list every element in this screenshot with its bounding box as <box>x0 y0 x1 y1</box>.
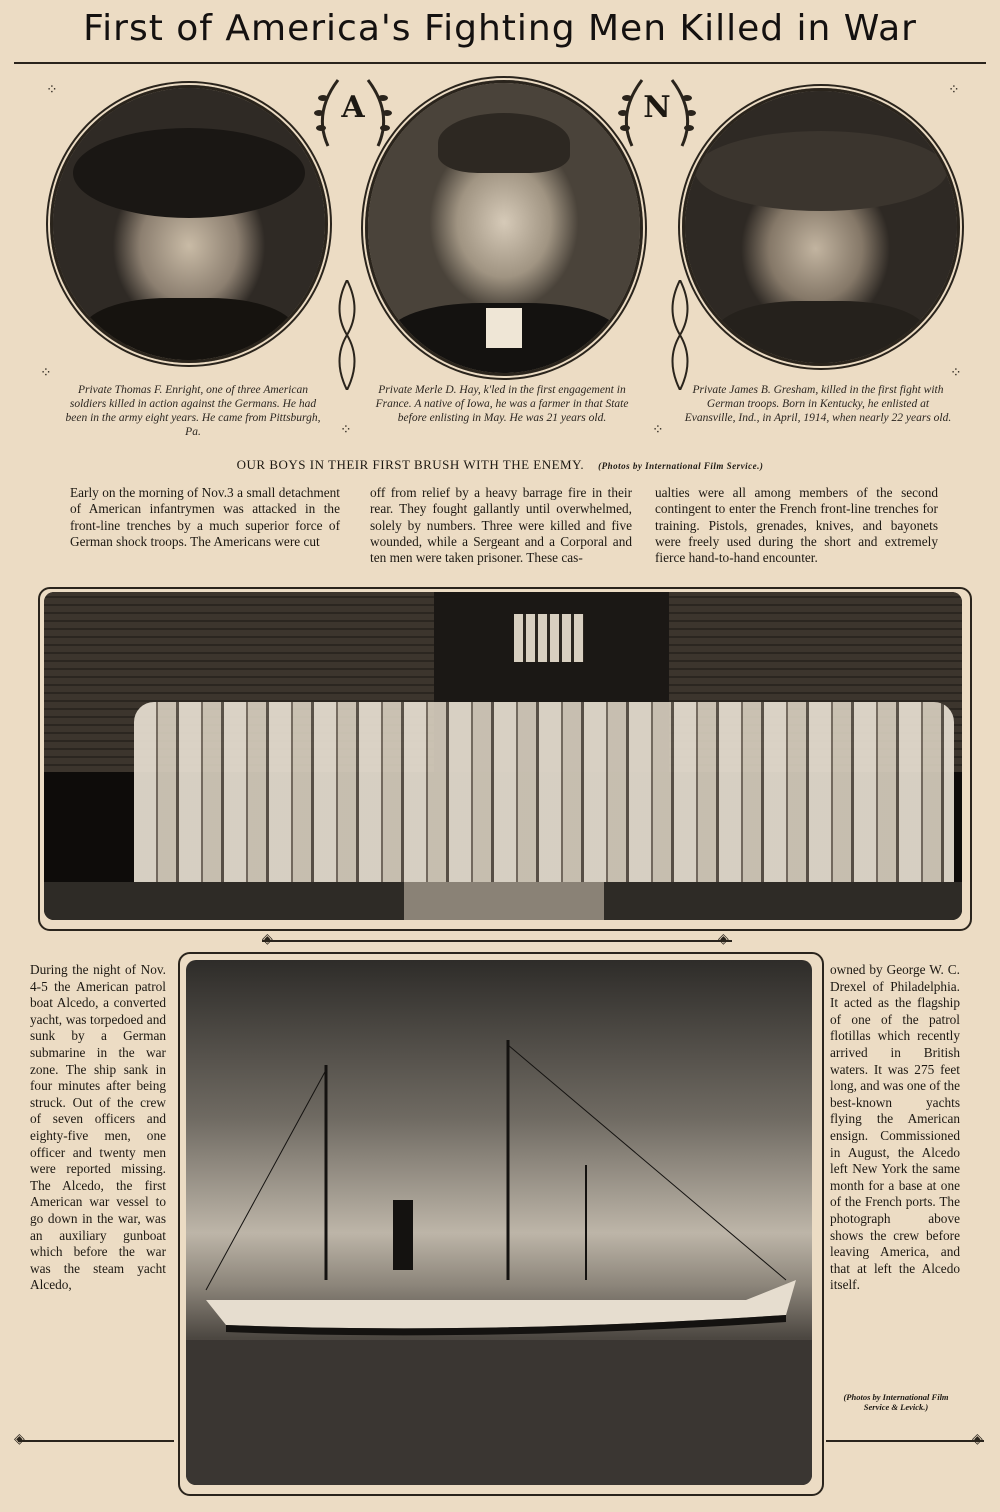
diamond-ornament: ⁘ <box>948 83 960 98</box>
ship-silhouette <box>186 960 812 1485</box>
caption-gresham: Private James B. Gresham, killed in the first fight with German troops. Born in Kentucky, he enlisted at Evansville, Ind., in April, 1914, when nearly 22 years old. <box>684 384 952 424</box>
diamond-ornament: ◈ <box>14 1432 25 1447</box>
wreath-left <box>308 68 398 158</box>
hat-shape <box>73 128 305 218</box>
ribbon-ornament <box>332 280 362 390</box>
collar-shape <box>486 308 522 348</box>
caption-hay: Private Merle D. Hay, k'led in the first engagement in France. A native of Iowa, he was a farmer in that State before enlisting in May. He was 21 years old. <box>375 384 629 424</box>
ship-photo <box>186 960 812 1485</box>
ship-photo-credit: (Photos by International Film Service & Levick.) <box>843 1392 949 1412</box>
path <box>404 882 604 920</box>
portrait-hay <box>365 80 643 376</box>
crew-photo <box>44 592 962 920</box>
diamond-ornament: ⁘ <box>340 423 352 438</box>
photo-credit: (Photos by International Film Service.) <box>598 461 764 471</box>
section-subhead <box>0 457 1000 473</box>
hair-shape <box>438 113 570 173</box>
article2-right-column: owned by George W. C. Drexel of Philadelphia. It acted as the flagship of one of the patrol flotillas which recently arrived in British waters. It was 275 feet long, and was one of the best-known yachts flying the American ensign. Commissioned in August, the Alcedo left New York the same month for a base at one of the French ports. The photograph above shows the crew before leaving America, and that at left the Alcedo itself. <box>830 962 960 1293</box>
article-column-1: Early on the morning of Nov.3 a small detachment of American infantrymen was attacked in the front-line trenches by a much superior force of German shock troops. The Americans were cut <box>70 485 340 549</box>
diamond-ornament: ⁘ <box>652 423 664 438</box>
wreath-right <box>612 68 702 158</box>
diamond-ornament: ⁘ <box>46 83 58 98</box>
article-column-2: off from relief by a heavy barrage fire in their rear. They fought gallantly until overwhelmed, solely by numbers. Three were killed and five wounded, while a Sergeant and a Corporal and ten men were taken prisoner. These cas- <box>370 485 632 566</box>
portrait-enright <box>50 85 328 363</box>
diamond-ornament: ◈ <box>718 932 729 947</box>
shoulders-shape <box>715 301 927 366</box>
diamond-ornament: ◈ <box>972 1432 983 1447</box>
monogram-a: A <box>341 90 365 125</box>
diamond-ornament: ◈ <box>262 932 273 947</box>
ribbon-ornament <box>665 280 695 390</box>
sailors-group <box>134 702 954 902</box>
subhead-text: OUR BOYS IN THEIR FIRST BRUSH WITH THE ENEMY. <box>236 457 585 472</box>
window <box>514 614 584 662</box>
caption-enright: Private Thomas F. Enright, one of three American soldiers killed in action against the Germans. He had been in the army eight years. He came from Pittsburgh, Pa. <box>65 384 321 438</box>
article2-left-column: During the night of Nov. 4-5 the American patrol boat Alcedo, a converted yacht, was torpedoed and sunk by a German submarine in the war zone. The ship sank in four minutes after being struck. Out of the crew of seven officers and eighty-five men, one officer and twenty men were reported missing. The Alcedo, the first American war vessel to go down in the war, was an auxiliary gunboat which before the war was the steam yacht Alcedo, <box>30 962 166 1293</box>
page-title: First of America's Fighting Men Killed in War <box>83 8 917 49</box>
diamond-ornament: ⁘ <box>40 366 52 381</box>
monogram-n: N <box>643 90 671 125</box>
divider-rule <box>262 940 732 942</box>
shoulders-shape <box>83 298 295 363</box>
hat-shape <box>695 131 947 211</box>
article-column-3: ualties were all among members of the second contingent to enter the French front-line trenches for training. Pistols, grenades, knives, and bayonets were freely used during the short and extremely fierce hand-to-hand encounter. <box>655 485 938 566</box>
diamond-ornament: ⁘ <box>950 366 962 381</box>
bottom-rule-left <box>18 1440 174 1442</box>
title-rule <box>14 62 986 64</box>
bottom-rule-right <box>826 1440 984 1442</box>
portrait-gresham <box>682 88 960 366</box>
